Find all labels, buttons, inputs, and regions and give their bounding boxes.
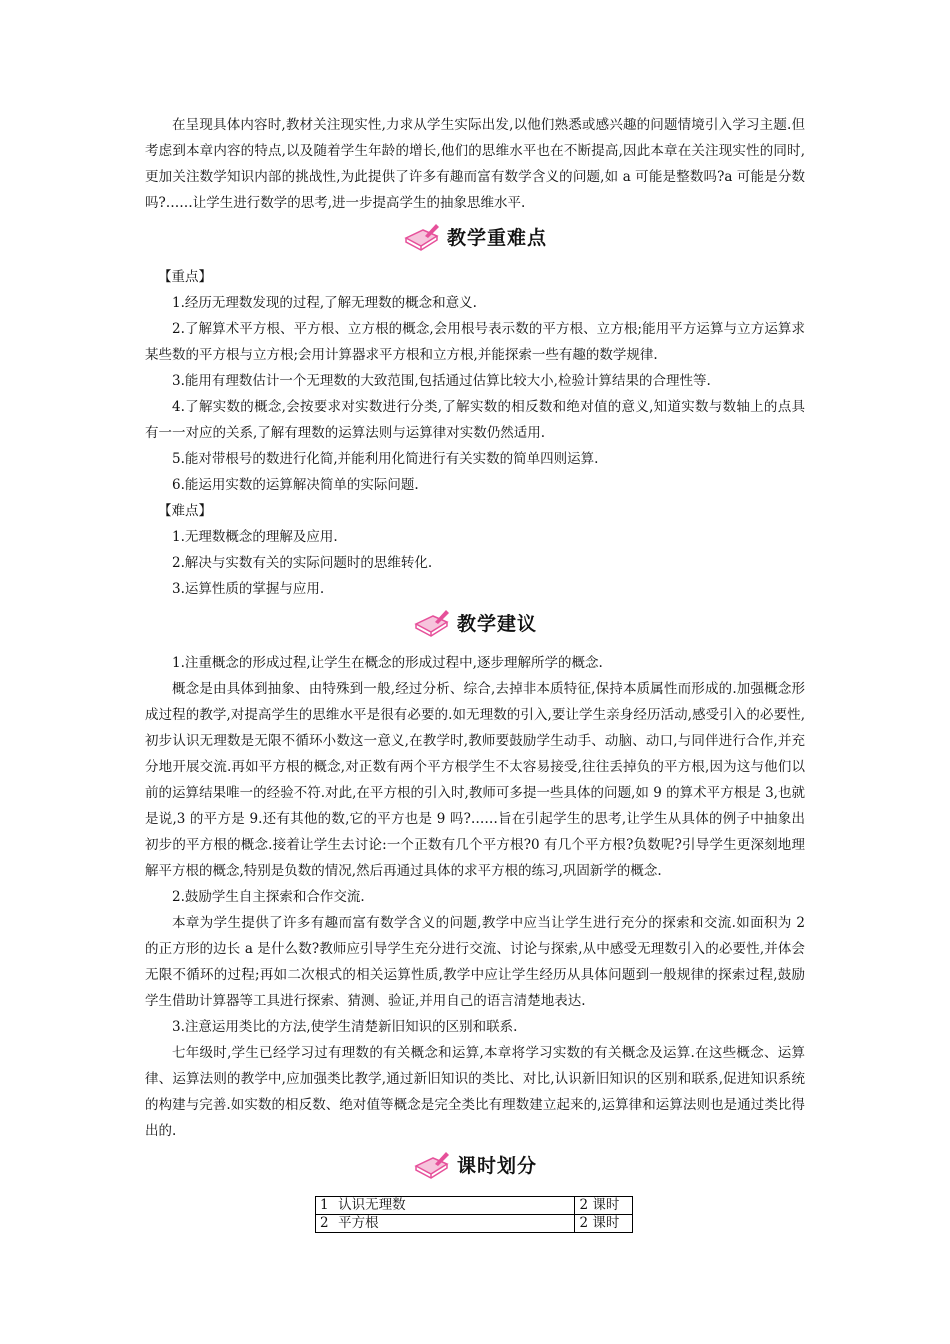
section-title: 教学建议: [456, 613, 537, 635]
book-pen-icon: [413, 608, 451, 640]
lesson-schedule-table: [315, 1196, 633, 1233]
key-point: 6.能运用实数的运算解决简单的实际问题.: [172, 477, 419, 493]
difficulty-item: 2.解决与实数有关的实际问题时的思维转化.: [172, 555, 433, 571]
lesson-hours: 2 课时: [575, 1197, 633, 1215]
key-point: 2.了解算术平方根、平方根、立方根的概念,会用根号表示数的平方根、立方根;能用平方运算与立方运算求某些数的平方根与立方根;会用计算器求平方根和立方根,并能探索一些有趣的数学规律.: [145, 321, 805, 363]
key-point: 4.了解实数的概念,会按要求对实数进行分类,了解实数的相反数和绝对值的意义,知道实数与数轴上的点具有一一对应的关系,了解有理数的运算法则与运算律对实数仍然适用.: [145, 399, 805, 441]
document-page: [145, 112, 805, 1233]
suggestion-paragraph: 3.注意运用类比的方法,使学生清楚新旧知识的区别和联系.: [172, 1019, 518, 1035]
difficulties-label: 【难点】: [158, 503, 212, 519]
table-row: [316, 1197, 633, 1215]
lesson-number: 2: [316, 1215, 335, 1233]
table-row: [316, 1215, 633, 1233]
difficulty-item: 3.运算性质的掌握与应用.: [172, 581, 325, 597]
lesson-hours: 2 课时: [575, 1215, 633, 1233]
intro-paragraph: 在呈现具体内容时,教材关注现实性,力求从学生实际出发,以他们熟悉或感兴趣的问题情境引入学习主题.但考虑到本章内容的特点,以及随着学生年龄的增长,他们的思维水平也在不断提高,因此本章在关注现实性的同时,更加关注数学知识内部的挑战性,为此提供了许多有趣而富有数学含义的问题,如 a 可能是整数吗?a 可能是分数吗?……让学生进行数学的思考,进一步提高学生的抽象思维水平.: [145, 117, 805, 211]
suggestion-paragraph: 1.注重概念的形成过程,让学生在概念的形成过程中,逐步理解所学的概念.: [172, 655, 603, 671]
key-point: 5.能对带根号的数进行化简,并能利用化简进行有关实数的简单四则运算.: [172, 451, 599, 467]
section-heading-key-difficulties: [145, 218, 805, 258]
lesson-name: 平方根: [334, 1215, 575, 1233]
key-point: 3.能用有理数估计一个无理数的大致范围,包括通过估算比较大小,检验计算结果的合理性等.: [172, 373, 711, 389]
key-points-label: 【重点】: [158, 269, 212, 285]
book-pen-icon: [403, 222, 441, 254]
suggestion-paragraph: 概念是由具体到抽象、由特殊到一般,经过分析、综合,去掉非本质特征,保持本质属性而形成的.加强概念形成过程的教学,对提高学生的思维水平是很有必要的.如无理数的引入,要让学生亲身经历活动,感受引入的必要性,初步认识无理数是无限不循环小数这一意义,在教学时,教师要鼓励学生动手、动脑、动口,与同伴进行合作,并充分地开展交流.再如平方根的概念,对正数有两个平方根学生不太容易接受,往往丢掉负的平方根,因为这与他们以前的运算结果唯一的经验不符.对此,在平方根的引入时,教师可多提一些具体的问题,如 9 的算术平方根是 3,也就是说,3 的平方是 9.还有其他的数,它的平方也是 9 吗?……旨在引起学生的思考,让学生从具体的例子中抽象出初步的平方根的概念.接着让学生去讨论:一个正数有几个平方根?0 有几个平方根?负数呢?引导学生更深刻地理解平方根的概念,特别是负数的情况,然后再通过具体的求平方根的练习,巩固新学的概念.: [145, 681, 805, 879]
section-title: 教学重难点: [446, 227, 547, 249]
lesson-number: 1: [316, 1197, 335, 1215]
book-pen-icon: [413, 1150, 451, 1182]
lesson-name: 认识无理数: [334, 1197, 575, 1215]
key-point: 1.经历无理数发现的过程,了解无理数的概念和意义.: [172, 295, 477, 311]
suggestion-paragraph: 2.鼓励学生自主探索和合作交流.: [172, 889, 365, 905]
section-title: 课时划分: [456, 1155, 537, 1177]
difficulty-item: 1.无理数概念的理解及应用.: [172, 529, 338, 545]
section-heading-teaching-suggestions: [145, 604, 805, 644]
section-heading-lesson-schedule: [145, 1146, 805, 1186]
suggestion-paragraph: 七年级时,学生已经学习过有理数的有关概念和运算,本章将学习实数的有关概念及运算.在这些概念、运算律、运算法则的教学中,应加强类比教学,通过新旧知识的类比、对比,认识新旧知识的区别和联系,促进知识系统的构建与完善.如实数的相反数、绝对值等概念是完全类比有理数建立起来的,运算律和运算法则也是通过类比得出的.: [145, 1045, 805, 1139]
suggestion-paragraph: 本章为学生提供了许多有趣而富有数学含义的问题,教学中应当让学生进行充分的探索和交流.如面积为 2 的正方形的边长 a 是什么数?教师应引导学生充分进行交流、讨论与探索,从中感受无理数引入的必要性,并体会无限不循环的过程;再如二次根式的相关运算性质,教学中应让学生经历从具体问题到一般规律的探索过程,鼓励学生借助计算器等工具进行探索、猜测、验证,并用自己的语言清楚地表达.: [145, 915, 805, 1009]
